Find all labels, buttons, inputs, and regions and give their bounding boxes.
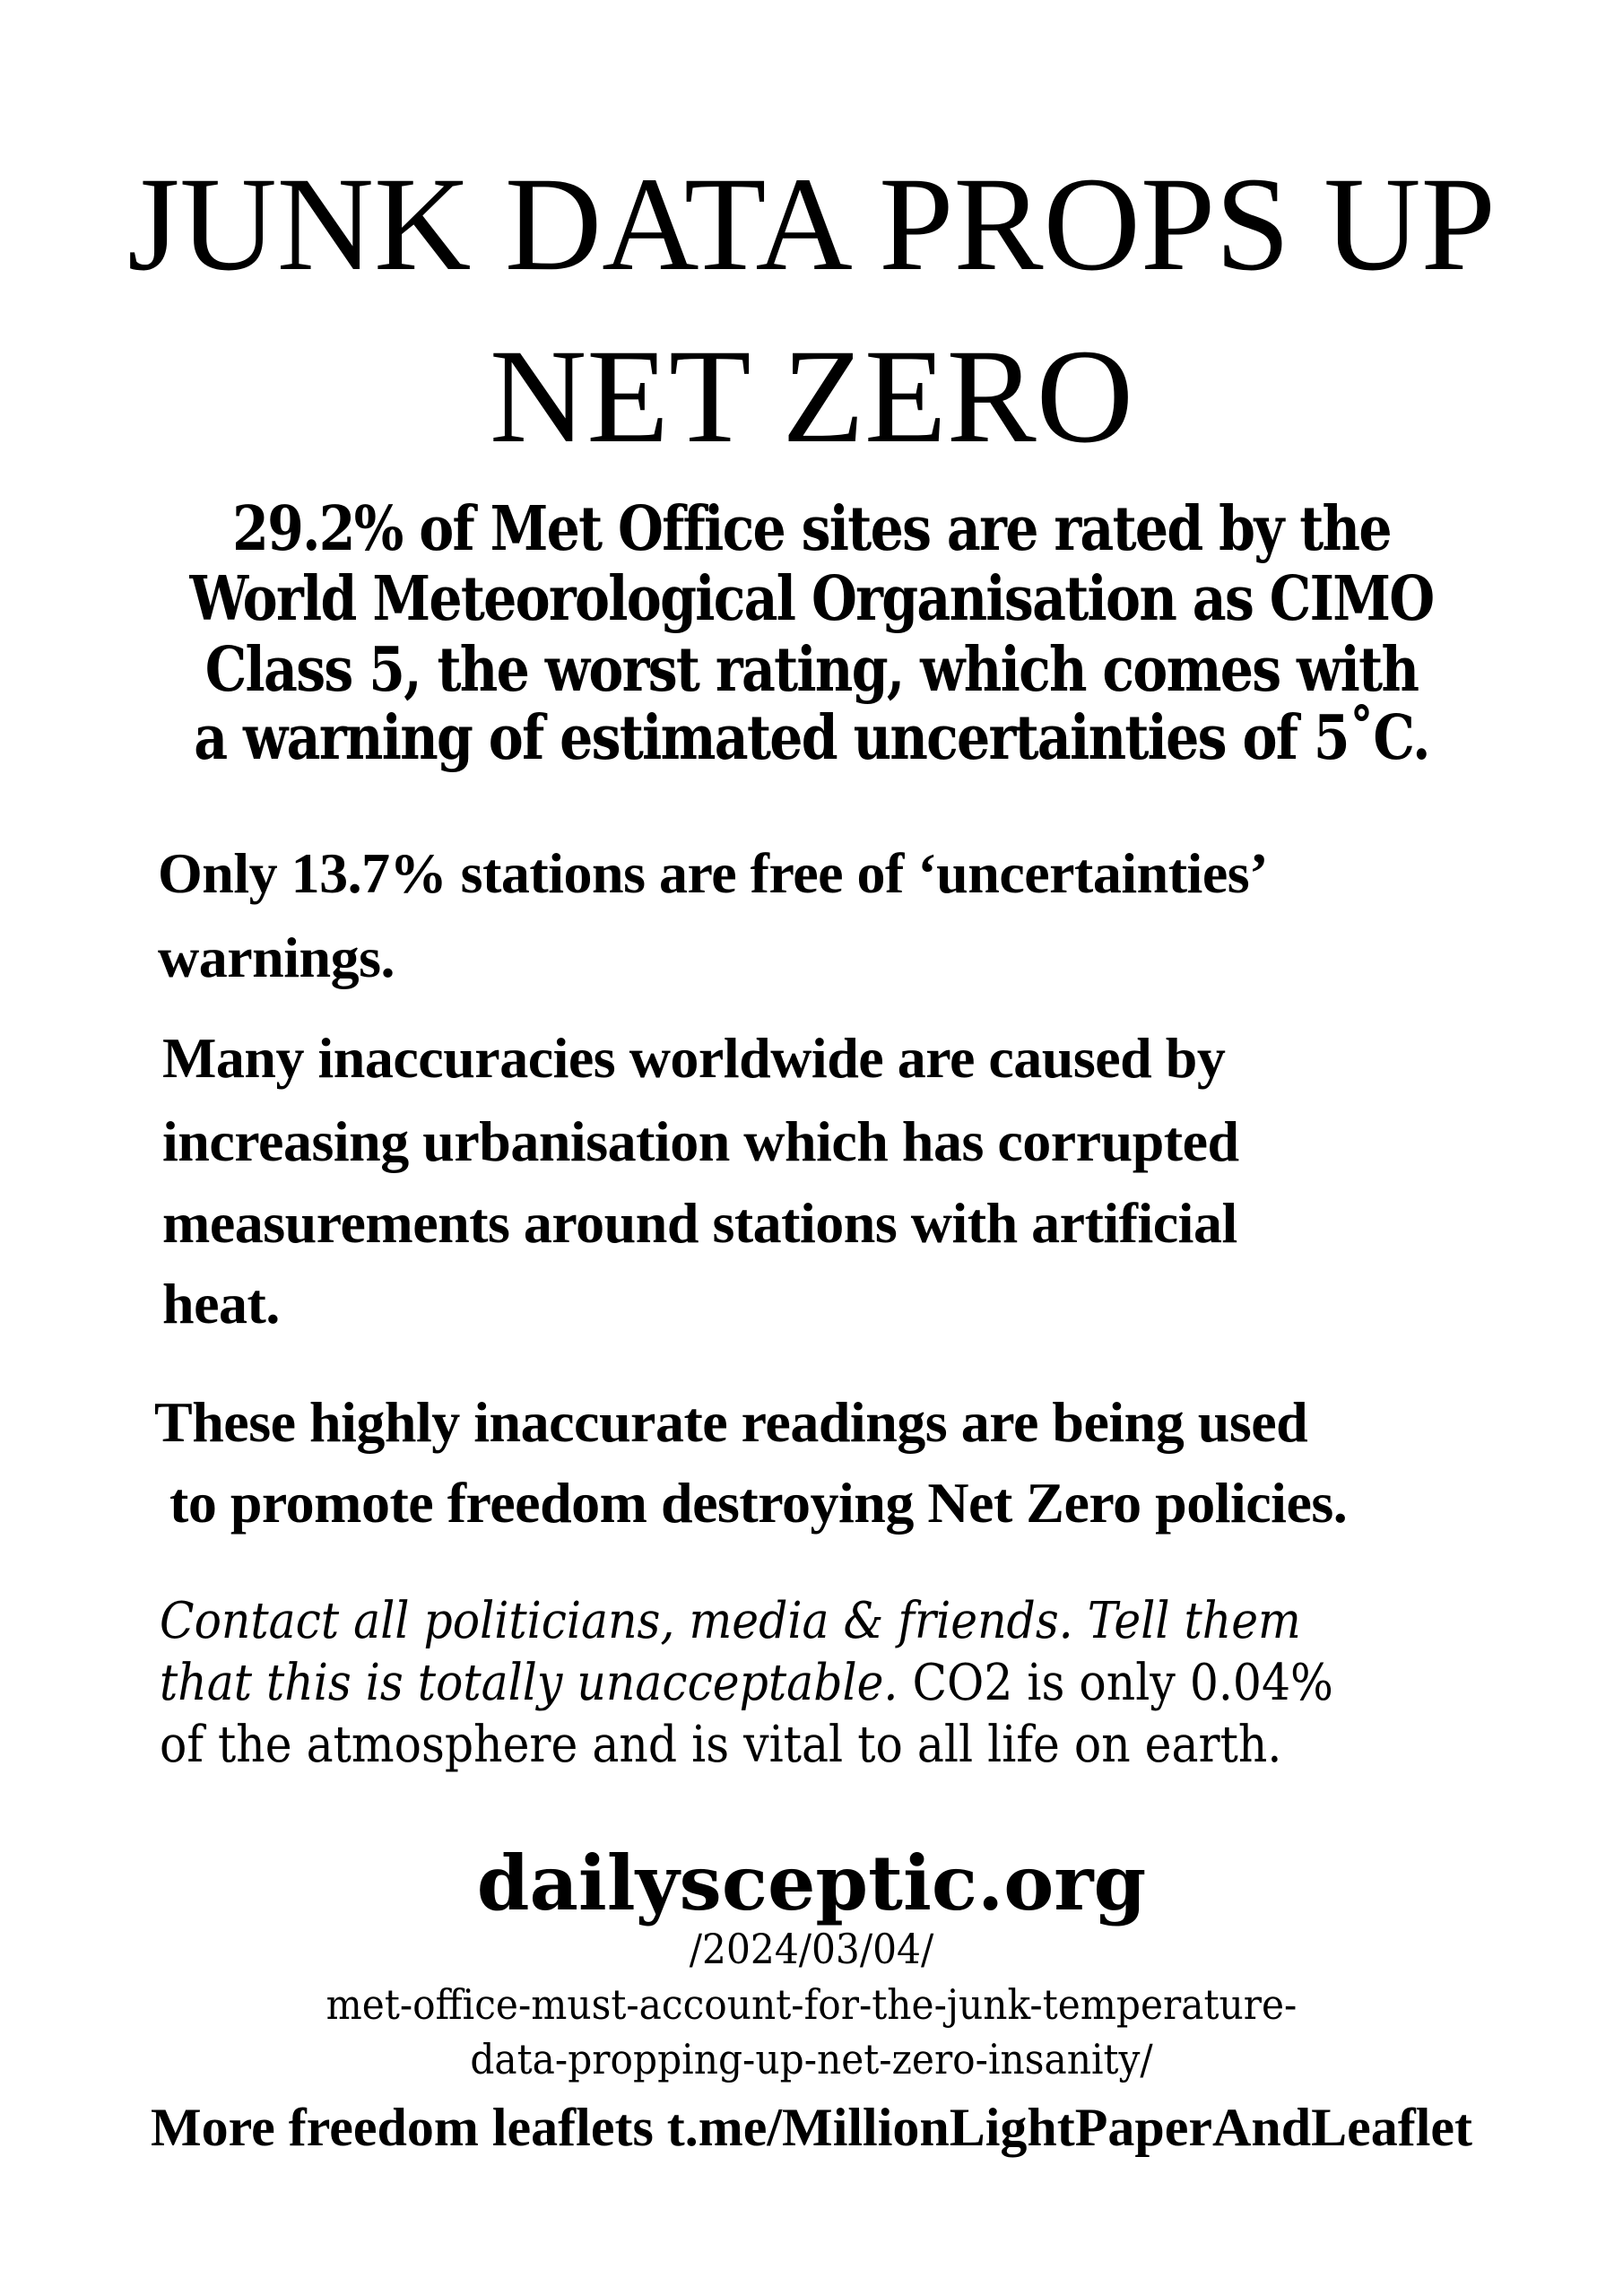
cta-line: of the atmosphere and is vital to all life on earth. — [160, 1716, 1282, 1774]
source-site: dailysceptic.org — [476, 1839, 1147, 1927]
cta-line — [160, 1654, 1333, 1712]
headline-line-1: JUNK DATA PROPS UP — [127, 150, 1496, 299]
paragraph1-line: 29.2% of Met Office sites are rated by the — [232, 493, 1391, 565]
paragraph3-line: increasing urbanisation which has corrupted — [162, 1109, 1239, 1173]
paragraph1-line: World Meteorological Organisation as CIMO — [189, 563, 1434, 635]
source-slug-line: data-propping-up-net-zero-insanity/ — [470, 2035, 1153, 2083]
cta-line: Contact all politicians, media & friends. Tell them — [160, 1592, 1301, 1650]
footer-link-text: More freedom leaflets t.me/MillionLightPaperAndLeaflet — [150, 2098, 1473, 2157]
cta-normal: CO2 is only 0.04% — [898, 1654, 1333, 1712]
paragraph2-line: Only 13.7% stations are free of ‘uncertainties’ — [158, 841, 1268, 905]
headline-line-2: NET ZERO — [490, 322, 1133, 471]
cta-italic: that this is totally unacceptable. — [160, 1654, 898, 1712]
paragraph1-line: a warning of estimated uncertainties of 5˚C. — [194, 702, 1429, 774]
paragraph3-line: heat. — [162, 1272, 280, 1335]
paragraph2-line: warnings. — [158, 926, 395, 989]
paragraph4-line: These highly inaccurate readings are being used — [154, 1390, 1308, 1454]
paragraph3-line: measurements around stations with artificial — [162, 1191, 1237, 1255]
paragraph4-line: to promote freedom destroying Net Zero policies. — [169, 1471, 1348, 1535]
source-slug-line: met-office-must-account-for-the-junk-temperature- — [325, 1980, 1298, 2029]
paragraph1-line: Class 5, the worst rating, which comes with — [204, 634, 1419, 706]
paragraph3-line: Many inaccuracies worldwide are caused by — [162, 1026, 1226, 1090]
source-date-path: /2024/03/04/ — [689, 1925, 934, 1973]
